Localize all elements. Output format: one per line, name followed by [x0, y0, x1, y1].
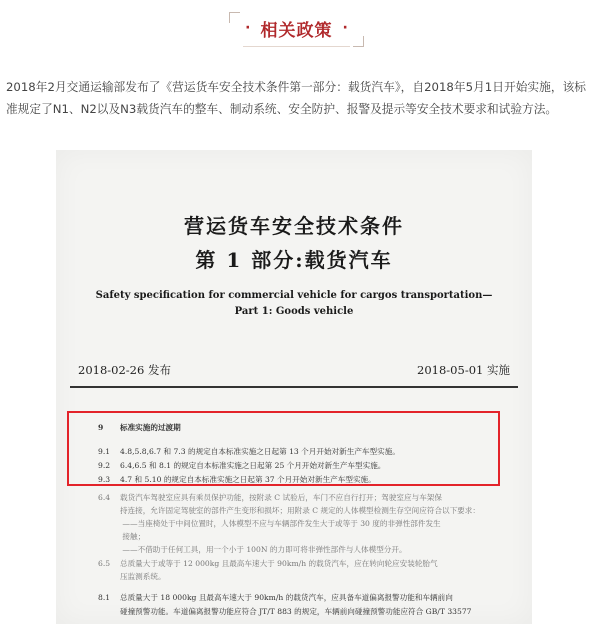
doc-dates — [78, 362, 510, 378]
section-title: 相关政策 — [260, 20, 333, 41]
header-dot-left: · — [245, 20, 251, 36]
document-image — [56, 150, 532, 624]
section-header — [0, 10, 593, 48]
section-9-heading: 9 标准实施的过渡期 — [98, 423, 181, 432]
body-line: 6.4 载货汽车驾驶室应具有乘员保护功能，按附录 C 试验后，车门不应自行打开；驾驶室应与车架保 — [98, 493, 442, 502]
doc-title-en-line-2: Part 1: Goods vehicle — [234, 306, 354, 317]
header-underline — [243, 46, 350, 47]
doc-title-cn-line-2: 第 1 部分:载货汽车 — [195, 248, 393, 272]
doc-title-en-line-1: Safety specification for commercial vehicle for cargos transportation— — [95, 290, 493, 301]
section-9-item: 9.1 4.8,5.8,6.7 和 7.3 的规定自本标准实施之日起第 13 个月开始对新生产车型实施。 — [98, 447, 400, 456]
header-corner-decoration — [229, 12, 240, 23]
body-line: 持连接，允许固定驾驶室的部件产生变形和损坏；用附录 C 规定的人体模型检测生存空间应符合以下要求： — [120, 506, 480, 515]
header-corner-decoration — [353, 36, 364, 47]
body-line: 接触； — [120, 532, 146, 541]
section-9-item: 9.3 4.7 和 5.10 的规定自本标准实施之日起第 37 个月开始对新生产车型实施。 — [98, 475, 376, 484]
header-dot-right: · — [342, 20, 348, 36]
effective-date: 2018-05-01 实施 — [417, 363, 510, 377]
doc-divider — [70, 386, 518, 388]
highlight-box — [67, 411, 500, 486]
body-line: 6.5 总质量大于或等于 12 000kg 且最高车速大于 90km/h 的载货汽车，应在转向轮应安装轮胎气 — [98, 559, 438, 568]
body-line: 8.1 总质量大于 18 000kg 且最高车速大于 90km/h 的载货汽车，应具备车道偏离报警功能和车辆前向 — [98, 593, 453, 602]
body-line: 碰撞预警功能。车道偏离报警功能应符合 JT/T 883 的规定，车辆前向碰撞预警功能应符合 GB/T 33577 — [120, 607, 472, 616]
section-header-box — [229, 12, 364, 47]
body-line: ——当座椅处于中间位置时，人体模型不应与车辆部件发生大于或等于 30 度的非弹性部件发生 — [120, 519, 441, 528]
body-line: ——不借助于任何工具，用一个小于 100N 的力即可将非弹性部件与人体模型分开。 — [120, 545, 407, 554]
section-9-item: 9.2 6.4,6.5 和 8.1 的规定自本标准实施之日起第 25 个月开始对新生产车型实施。 — [98, 461, 386, 470]
doc-title-cn-line-1: 营运货车安全技术条件 — [184, 214, 404, 238]
body-line: 压监测系统。 — [120, 572, 166, 581]
publish-date: 2018-02-26 发布 — [78, 363, 171, 377]
intro-paragraph: 2018年2月交通运输部发布了《营运货车安全技术条件第一部分：载货汽车》，自2018年5月1日开始实施，该标准规定了N1、N2以及N3载货汽车的整车、制动系统、安全防护、报警及提示等安全技术要求和试验方法。 — [6, 80, 586, 116]
